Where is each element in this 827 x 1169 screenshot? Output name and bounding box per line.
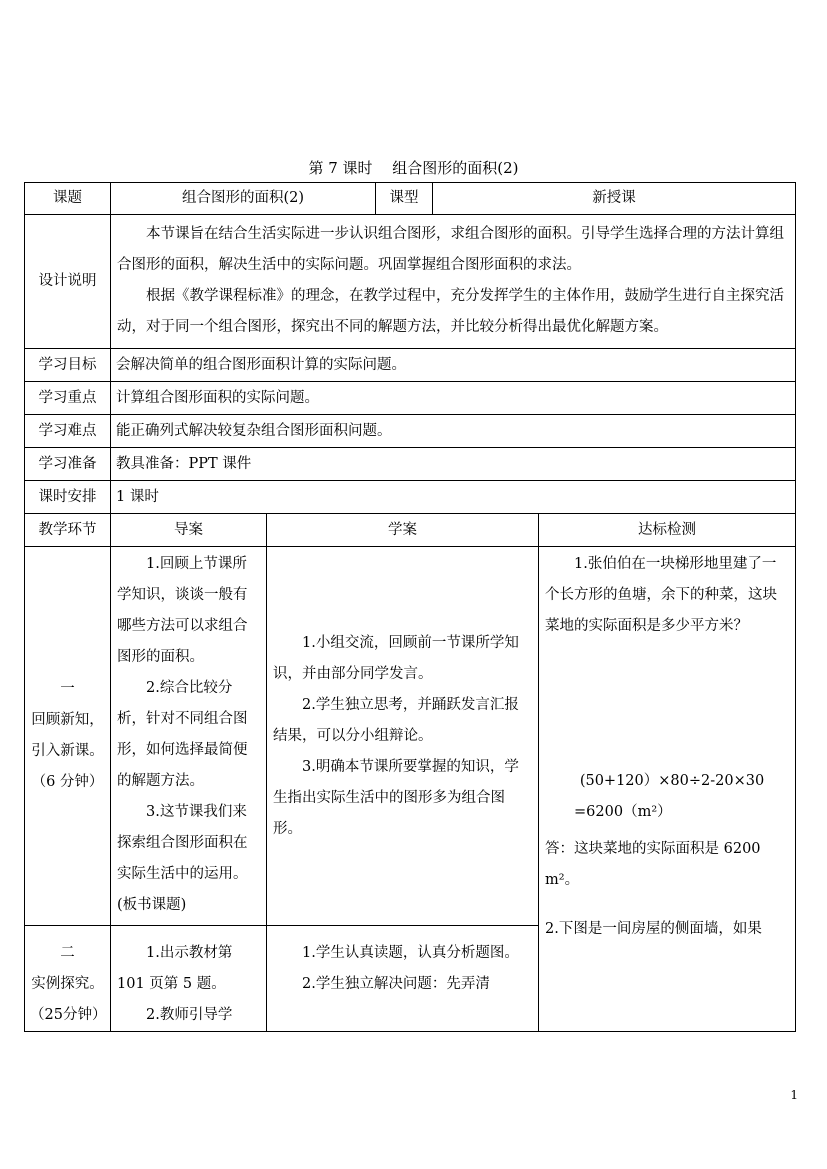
page-number: 1 (790, 1088, 798, 1102)
section-1-title-1: 回顾新知， (31, 712, 104, 728)
section-2-number: 二 (60, 945, 75, 961)
type-label: 课型 (376, 183, 433, 215)
section-1-stage (25, 547, 111, 926)
key-value: 计算组合图形面积的实际问题。 (111, 382, 796, 415)
section-2-guide-1: 1.出示教材第 101 页第 5 题。 (117, 945, 233, 992)
prep-label: 学习准备 (25, 448, 111, 481)
design-paragraph-1: 本节课旨在结合生活实际进一步认识组合图形，求组合图形的面积。引导学生选择合理的方法计算组合图形的面积，解决生活中的实际问题。巩固掌握组合图形面积的求法。 (117, 226, 784, 273)
check-figure-area (545, 642, 789, 766)
topic-value: 组合图形的面积(2) (111, 183, 376, 215)
check-cell (539, 547, 796, 1032)
col-check: 达标检测 (539, 514, 796, 547)
section-1-row (25, 547, 796, 926)
design-row (25, 215, 796, 349)
lesson-plan-table (24, 182, 796, 1032)
section-1-study-3: 3.明确本节课所要掌握的知识，学生指出实际生活中的图形多为组合图形。 (273, 758, 519, 837)
time-row (25, 481, 796, 514)
goal-value: 会解决简单的组合图形面积计算的实际问题。 (111, 349, 796, 382)
section-1-guide-3: 3.这节课我们来探索组合图形面积在实际生活中的运用。(板书课题) (117, 804, 248, 913)
section-1-study-2: 2.学生独立思考，并踊跃发言汇报结果，可以分小组辩论。 (273, 696, 519, 744)
hard-row (25, 415, 796, 448)
time-label: 课时安排 (25, 481, 111, 514)
section-1-time: （6 分钟） (31, 774, 104, 790)
time-value: 1 课时 (111, 481, 796, 514)
section-1-study (267, 547, 539, 926)
section-1-guide-2: 2.综合比较分析，针对不同组合图形，如何选择最简便的解题方法。 (117, 680, 248, 789)
section-1-study-1: 1.小组交流，回顾前一节课所学知识，并由部分同学发言。 (273, 634, 519, 682)
section-2-title: 实例探究。 (31, 976, 104, 992)
section-2-study-2: 2.学生独立解决问题：先弄清 (302, 976, 490, 992)
prep-row (25, 448, 796, 481)
col-study: 学案 (267, 514, 539, 547)
design-content (111, 215, 796, 349)
topic-label: 课题 (25, 183, 111, 215)
check-formula-2: =6200（m²） (574, 804, 672, 820)
topic-row (25, 183, 796, 215)
goal-label: 学习目标 (25, 349, 111, 382)
check-formula-1: (50+120）×80÷2-20×30 (579, 773, 765, 789)
goal-row (25, 349, 796, 382)
type-value: 新授课 (433, 183, 796, 215)
section-2-study (267, 926, 539, 1032)
prep-value: 教具准备：PPT 课件 (111, 448, 796, 481)
hard-label: 学习难点 (25, 415, 111, 448)
section-1-title-2: 引入新课。 (31, 743, 104, 759)
section-2-time: （25分钟） (30, 1007, 107, 1023)
page-title: 第 7 课时 组合图形的面积(2) (308, 159, 519, 177)
section-1-guide (111, 547, 267, 926)
section-1-number: 一 (60, 681, 75, 697)
check-answer: 答：这块菜地的实际面积是 6200 m²。 (545, 841, 761, 888)
section-1-guide-1: 1.回顾上节课所学知识，谈谈一般有哪些方法可以求组合图形的面积。 (117, 556, 248, 665)
column-header-row (25, 514, 796, 547)
key-label: 学习重点 (25, 382, 111, 415)
col-guide: 导案 (111, 514, 267, 547)
check-question-2: 2.下图是一间房屋的侧面墙，如果 (545, 921, 762, 937)
key-row (25, 382, 796, 415)
section-2-study-1: 1.学生认真读题，认真分析题图。 (302, 945, 519, 961)
design-paragraph-2: 根据《教学课程标准》的理念，在教学过程中，充分发挥学生的主体作用，鼓励学生进行自主探究活动，对于同一个组合图形，探究出不同的解题方法，并比较分析得出最优化解题方案。 (117, 288, 784, 335)
hard-value: 能正确列式解决较复杂组合图形面积问题。 (111, 415, 796, 448)
col-stage: 教学环节 (25, 514, 111, 547)
section-2-guide-2: 2.教师引导学 (146, 1007, 233, 1023)
check-question-1: 1.张伯伯在一块梯形地里建了一个长方形的鱼塘，余下的种菜，这块菜地的实际面积是多少平方米？ (545, 556, 778, 634)
section-2-guide (111, 926, 267, 1032)
section-2-stage (25, 926, 111, 1032)
design-label: 设计说明 (25, 215, 111, 349)
